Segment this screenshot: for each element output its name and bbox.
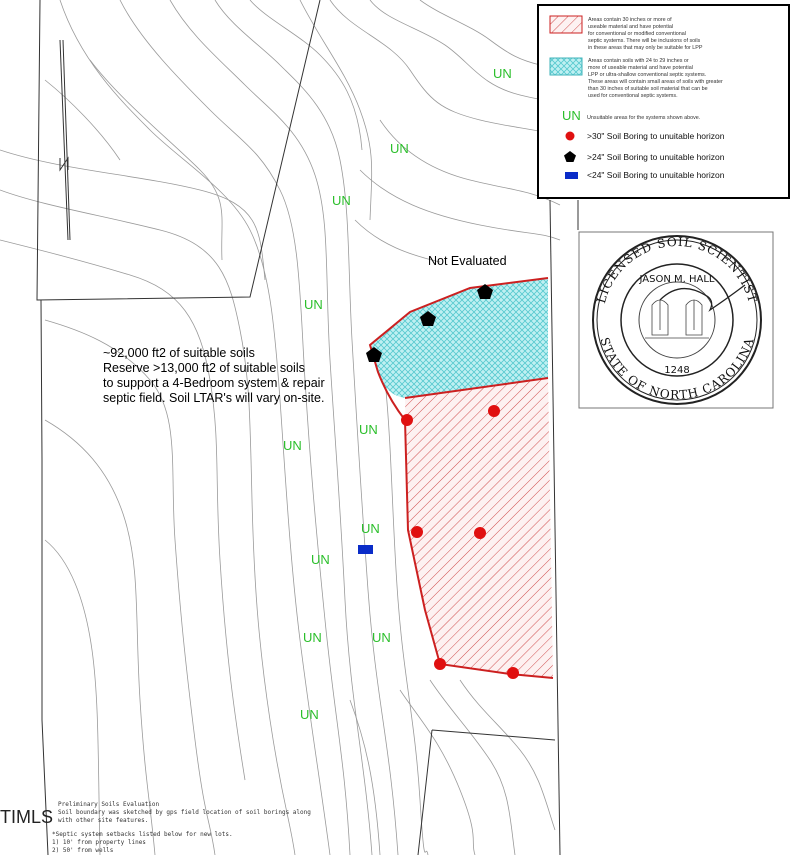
note-line-1: ~92,000 ft2 of suitable soils — [103, 346, 255, 360]
un-label: UN — [493, 66, 512, 81]
red-boring — [411, 526, 423, 538]
un-label: UN — [303, 630, 322, 645]
seal-name: JASON M. HALL — [639, 274, 715, 285]
un-label: UN — [390, 141, 409, 156]
north-arrow-icon — [60, 40, 70, 240]
soil-scientist-seal-icon — [579, 232, 773, 408]
note-line-2: Reserve >13,000 ft2 of suitable soils — [103, 361, 305, 375]
blue-boring — [358, 545, 373, 554]
un-label: UN — [361, 521, 380, 536]
un-label: UN — [283, 438, 302, 453]
legend-red-line: useable material and have potential — [588, 24, 674, 30]
bottom-notes — [52, 801, 311, 854]
legend-red-swatch — [550, 16, 582, 33]
legend-un-symbol: UN — [562, 108, 581, 123]
un-label: UN — [300, 707, 319, 722]
un-label: UN — [304, 297, 323, 312]
legend-red-line: Areas contain 30 inches or more of — [588, 17, 672, 23]
red-boring — [507, 667, 519, 679]
legend-red-line: septic systems. There will be inclusions of soils — [588, 38, 701, 44]
legend-blue-line: LPP or ultra-shallow conventional septic systems. — [588, 72, 707, 78]
un-label: UN — [359, 422, 378, 437]
legend-red-line: in these areas that may only be suitable for LPP — [588, 45, 703, 51]
bottom-note-line: with other site features. — [58, 817, 149, 824]
legend-blue-rect-text: <24" Soil Boring to unuitable horizon — [587, 170, 725, 180]
note-line-4: septic field. Soil LTAR's will vary on-site. — [103, 391, 325, 405]
red-boring — [488, 405, 500, 417]
red-boring — [474, 527, 486, 539]
bottom-note-line: Soil boundary was sketched by gps field location of soil borings along — [58, 809, 311, 816]
legend-red-line: for conventional or modified conventional — [588, 31, 686, 37]
suitable-soils-note — [103, 346, 325, 405]
bottom-note-line: 1) 10' from property lines — [52, 839, 146, 846]
watermark: TIMLS — [0, 807, 54, 827]
legend-un-text: Unsuitable areas for the systems shown above. — [587, 115, 701, 121]
bottom-note-line: Preliminary Soils Evaluation — [58, 801, 160, 808]
un-label: UN — [311, 552, 330, 567]
note-line-3: to support a 4-Bedroom system & repair — [103, 376, 325, 390]
legend-red-dot-text: >30" Soil Boring to unuitable horizon — [587, 131, 725, 141]
seal-top-text: LICENSED SOIL SCIENTIST — [594, 234, 760, 305]
seal-bottom-text: STATE OF NORTH CAROLINA — [597, 335, 757, 403]
legend-blue-line: than 30 inches of suitable soil material that can be — [588, 86, 708, 92]
bottom-note-line: *Septic system setbacks listed below for new lots. — [52, 831, 233, 838]
bottom-note-line: 2) 50' from wells — [52, 847, 114, 854]
red-boring — [401, 414, 413, 426]
legend-blue-line: more of useable material and have potential — [588, 65, 693, 71]
legend — [538, 5, 789, 198]
red-boring — [434, 658, 446, 670]
legend-blue-line: These areas will contain small areas of soils with greater — [588, 79, 723, 85]
legend-blue-line: used for conventional septic systems. — [588, 93, 678, 99]
not-evaluated-label: Not Evaluated — [428, 254, 507, 268]
legend-pentagon-text: >24" Soil Boring to unuitable horizon — [587, 152, 725, 162]
un-label: UN — [332, 193, 351, 208]
seal-frame — [579, 232, 773, 408]
legend-blue-swatch — [550, 58, 582, 75]
un-label: UN — [372, 630, 391, 645]
legend-blue-line: Areas contain soils with 24 to 29 inches or — [588, 58, 689, 64]
red-dot-icon — [566, 132, 575, 141]
seal-number: 1248 — [664, 365, 690, 376]
blue-hatch-area — [370, 278, 548, 398]
blue-rectangle-icon — [565, 172, 578, 179]
